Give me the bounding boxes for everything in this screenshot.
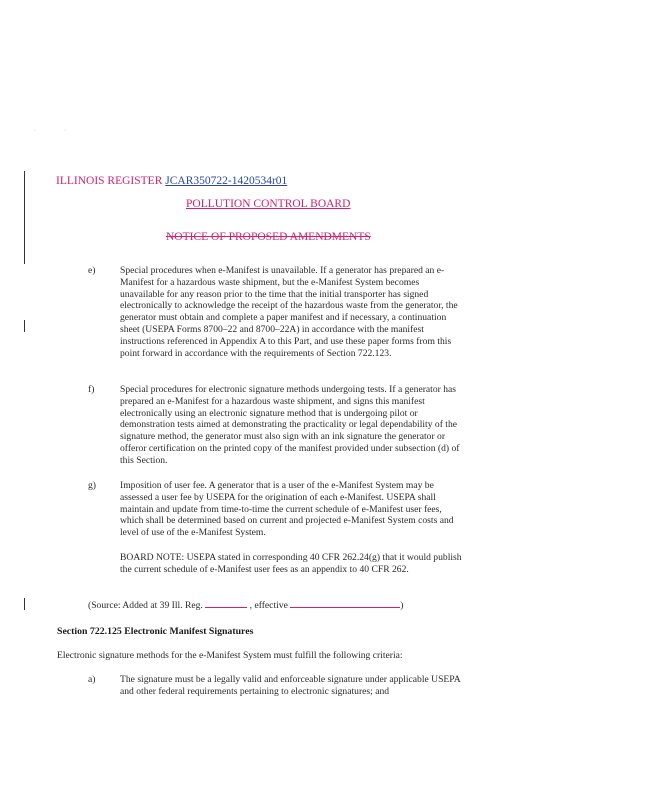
source-suffix: )	[400, 600, 404, 611]
effective-date-blank	[290, 607, 400, 608]
criterion-text: The signature must be a legally valid and enforceable signature under applicable USEPA and other federal requirements pertaining to electronic signatures; and	[120, 674, 461, 697]
notice-title: NOTICE OF PROPOSED AMENDMENTS	[166, 231, 371, 243]
source-line	[88, 600, 403, 612]
source-effective: , effective	[249, 600, 288, 611]
source-prefix: (Source: Added at 39 Ill. Reg.	[88, 600, 203, 611]
subsection-label: e)	[88, 265, 96, 276]
subsection-text: Special procedures when e-Manifest is unavailable. If a generator has prepared an e-Manifest for a hazardous waste shipment, but the e-Manifest System becomes unavailable for any reason prior to the time that the initial transporter has signed electronically to acknowledge the receipt of the hazardous waste from the generator, the generator must obtain and complete a paper manifest and if necessary, a continuation sheet (USEPA Forms 8700–22 and 8700–22A) in accordance with the manifest instructions referenced in Appendix A to this Part, and use these paper forms from this point forward in accordance with the requirements of Section 722.123.	[120, 265, 458, 359]
subsection-label: f)	[88, 384, 95, 395]
subsection-text: Special procedures for electronic signature methods undergoing tests. If a generator has prepared an e-Manifest for a hazardous waste shipment, and signs this manifest electronically using an electronic signature method that is undergoing pilot or demonstration tests aimed at demonstrating the practicality or legal dependability of the signature method, the generator must also sign with an ink signature the generator or offeror certification on the printed copy of the manifest provided under subsection (d) of this Section.	[120, 384, 460, 466]
revision-bar	[24, 598, 25, 610]
revision-bar	[24, 320, 25, 332]
criterion-label: a)	[88, 674, 96, 685]
scan-mark: ·	[34, 128, 36, 134]
revision-bar	[24, 171, 25, 264]
section-heading: Section 722.125 Electronic Manifest Signatures	[57, 626, 254, 637]
section-intro: Electronic signature methods for the e-Manifest System must fulfill the following criteria:	[57, 650, 403, 661]
file-id: JCAR350722-1420534r01	[165, 175, 288, 187]
board-name: POLLUTION CONTROL BOARD	[186, 198, 351, 210]
subsection-text: Imposition of user fee. A generator that is a user of the e-Manifest System may be assessed a user fee by USEPA for the origination of each e-Manifest. USEPA shall maintain and update from time-to-time the current schedule of e-Manifest user fees, which shall be determined based on current and projected e-Manifest System costs and level of use of the e-Manifest System.	[120, 480, 454, 539]
register-blank	[205, 607, 247, 608]
board-note: BOARD NOTE: USEPA stated in corresponding 40 CFR 262.24(g) that it would publish the current schedule of e-Manifest user fees as an appendix to 40 CFR 262.	[120, 552, 462, 575]
register-label: ILLINOIS REGISTER	[56, 175, 163, 187]
register-header	[56, 174, 287, 188]
scan-mark: ·	[64, 128, 66, 134]
subsection-label: g)	[88, 480, 96, 491]
